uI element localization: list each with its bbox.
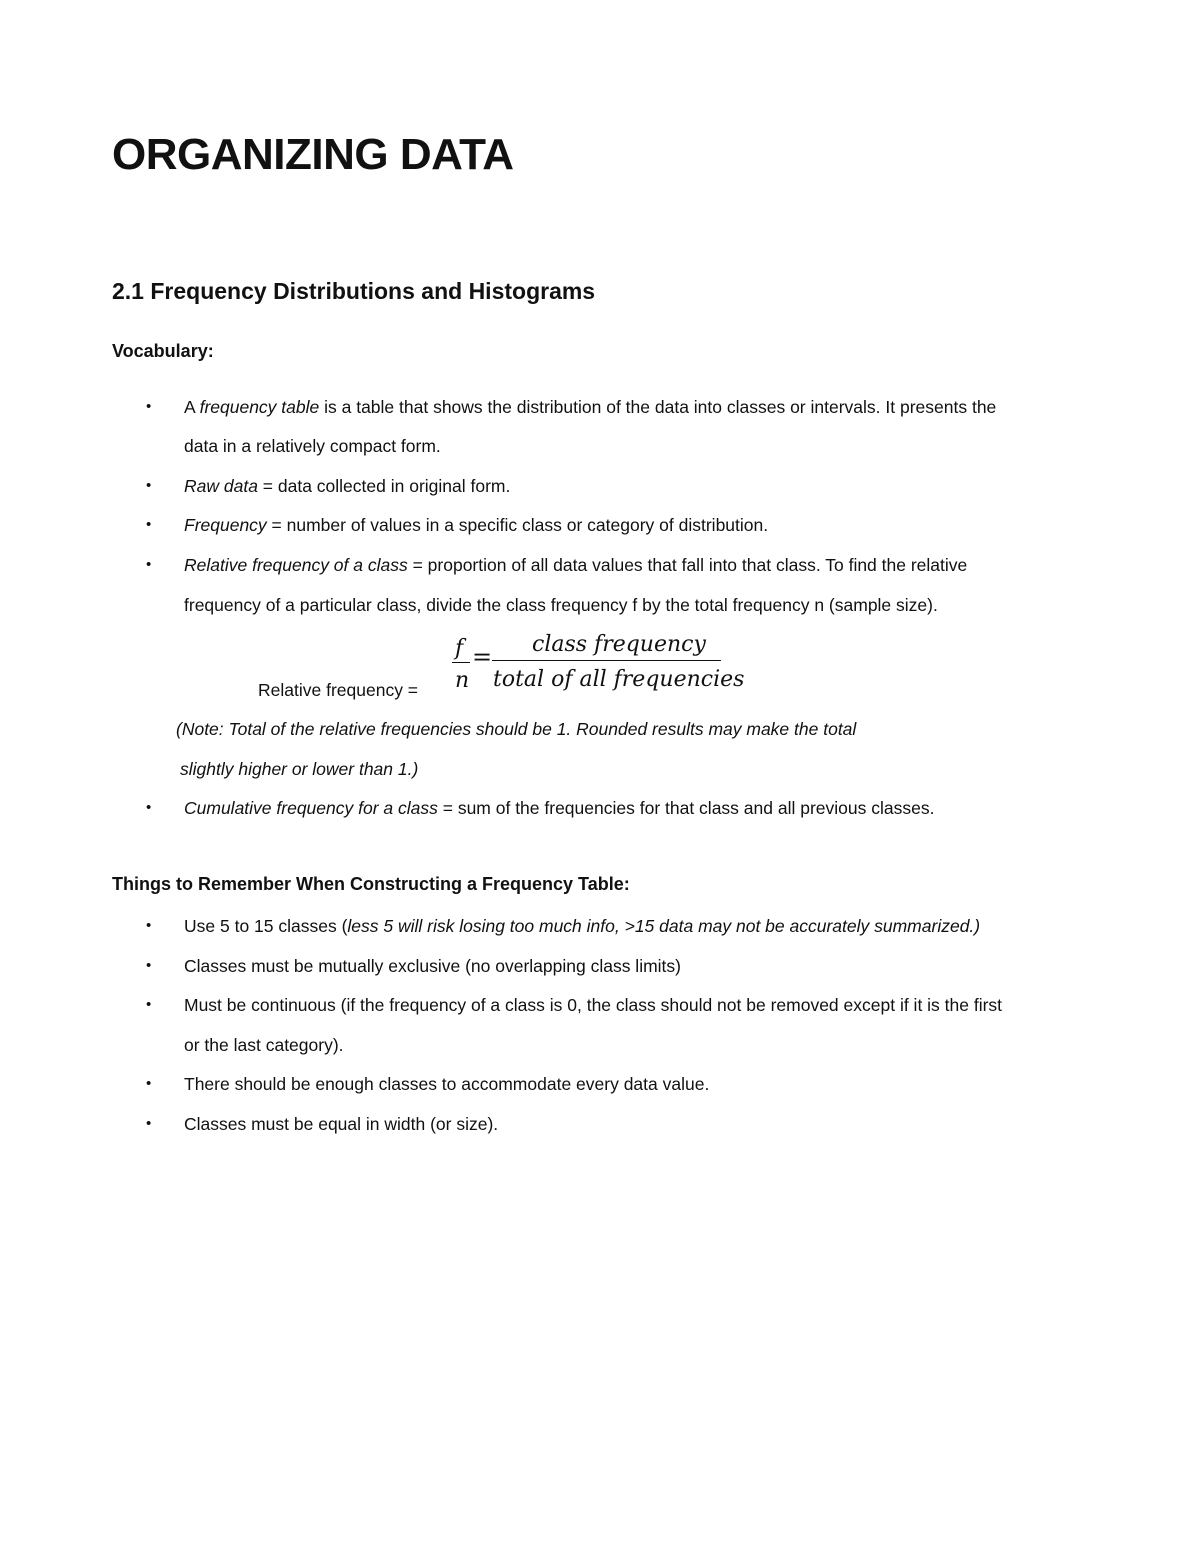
vocab-definition: = proportion of all data values that fall into that class. To find the relative bbox=[407, 555, 968, 575]
remember-item-text: Use 5 to 15 classes ( bbox=[184, 916, 348, 936]
formula-label: Relative frequency = bbox=[258, 680, 419, 700]
fraction-bar bbox=[492, 660, 721, 661]
bullet-icon: • bbox=[146, 799, 152, 816]
remember-item-mutually-exclusive: Classes must be mutually exclusive (no overlapping class limits) bbox=[184, 956, 681, 976]
remember-heading: Things to Remember When Constructing a Frequency Table: bbox=[112, 874, 630, 894]
remember-item-equal-width: Classes must be equal in width (or size). bbox=[184, 1114, 499, 1134]
vocab-item-continuation: data in a relatively compact form. bbox=[184, 436, 441, 456]
bullet-icon: • bbox=[146, 556, 152, 573]
vocabulary-heading: Vocabulary: bbox=[112, 341, 214, 361]
vocab-item-raw-data bbox=[184, 474, 510, 498]
vocab-term: Raw data bbox=[184, 476, 258, 496]
vocab-definition: = sum of the frequencies for that class and all previous classes. bbox=[437, 798, 935, 818]
note-line: slightly higher or lower than 1.) bbox=[180, 759, 419, 779]
remember-item-continuation: or the last category). bbox=[184, 1035, 344, 1055]
bullet-icon: • bbox=[146, 917, 152, 934]
bullet-icon: • bbox=[146, 477, 152, 494]
vocab-term: Frequency bbox=[184, 515, 267, 535]
vocab-term: Relative frequency of a class bbox=[184, 555, 408, 575]
bullet-icon: • bbox=[146, 957, 152, 974]
remember-item-enough-classes: There should be enough classes to accommodate every data value. bbox=[184, 1074, 710, 1094]
vocab-item-cumulative-frequency bbox=[184, 796, 934, 820]
vocab-item-continuation: frequency of a particular class, divide the class frequency f by the total frequency n (sample size). bbox=[184, 595, 938, 615]
note-line: (Note: Total of the relative frequencies should be 1. Rounded results may make the total bbox=[176, 719, 857, 739]
remember-item-classes-count bbox=[184, 914, 980, 938]
vocab-definition: is a table that shows the distribution of the data into classes or intervals. It presents the bbox=[319, 397, 997, 417]
page-title: ORGANIZING DATA bbox=[112, 130, 514, 179]
bullet-icon: • bbox=[146, 516, 152, 533]
vocab-term: Cumulative frequency for a class bbox=[184, 798, 438, 818]
section-title: 2.1 Frequency Distributions and Histograms bbox=[112, 278, 596, 304]
vocab-definition: = data collected in original form. bbox=[257, 476, 511, 496]
formula-numerator-class-frequency: class frequency bbox=[532, 632, 706, 657]
bullet-icon: • bbox=[146, 996, 152, 1013]
formula-numerator-f: f bbox=[455, 636, 464, 661]
vocab-definition: = number of values in a specific class or category of distribution. bbox=[266, 515, 769, 535]
vocab-item-relative-frequency bbox=[184, 553, 967, 577]
vocab-item-prefix: A bbox=[184, 397, 200, 417]
vocab-item-frequency-table bbox=[184, 395, 996, 419]
formula-denominator-total: total of all frequencies bbox=[493, 667, 745, 692]
remember-item-italic: less 5 will risk losing too much info, >15 data may not be accurately summarized.) bbox=[347, 916, 981, 936]
formula-equals: = bbox=[472, 643, 493, 671]
remember-item-continuous: Must be continuous (if the frequency of a class is 0, the class should not be removed except if it is the first bbox=[184, 995, 1003, 1015]
bullet-icon: • bbox=[146, 398, 152, 415]
bullet-icon: • bbox=[146, 1115, 152, 1132]
fraction-bar bbox=[452, 662, 470, 663]
formula-denominator-n: n bbox=[455, 668, 470, 693]
vocab-item-frequency bbox=[184, 513, 768, 537]
vocab-term: frequency table bbox=[199, 397, 320, 417]
bullet-icon: • bbox=[146, 1075, 152, 1092]
